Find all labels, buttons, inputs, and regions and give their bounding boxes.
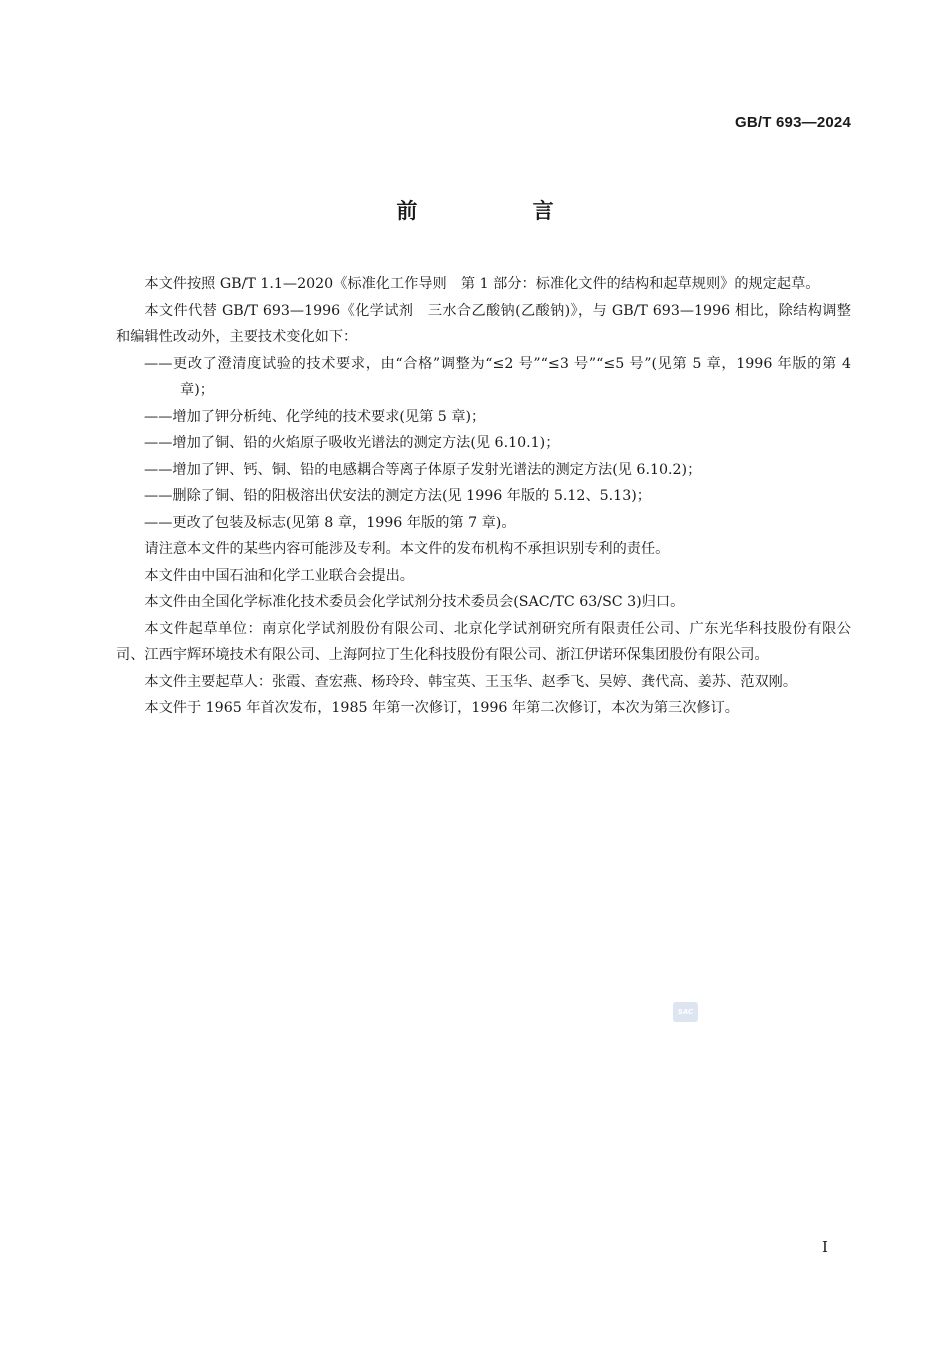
change-item: ——增加了钾、钙、铜、铅的电感耦合等离子体原子发射光谱法的测定方法(见 6.10.2)； (144, 461, 702, 478)
paragraph-drafting-units: 本文件起草单位：南京化学试剂股份有限公司、北京化学试剂研究所有限责任公司、广东光华科技股份有限公司、江西宇辉环境技术有限公司、上海阿拉丁生化科技股份有限公司、浙江伊诺环保集团股份有限公司。 (116, 620, 851, 663)
paragraph-patent-notice: 请注意本文件的某些内容可能涉及专利。本文件的发布机构不承担识别专利的责任。 (144, 541, 670, 557)
change-item: ——删除了铜、铅的阳极溶出伏安法的测定方法(见 1996 年版的 5.12、5.13)； (144, 488, 651, 504)
page-number: I (822, 1238, 828, 1256)
change-item: ——增加了钾分析纯、化学纯的技术要求(见第 5 章)； (144, 408, 486, 425)
paragraph-drafting-rules: 本文件按照 GB/T 1.1—2020《标准化工作导则 第 1 部分：标准化文件的结构和起草规则》的规定起草。 (144, 276, 820, 292)
foreword-body (116, 271, 851, 722)
paragraph-proposer: 本文件由中国石油和化学工业联合会提出。 (144, 567, 414, 584)
sac-watermark-logo: SAC (673, 1002, 698, 1022)
change-item: ——增加了铜、铅的火焰原子吸收光谱法的测定方法(见 6.10.1)； (144, 435, 560, 451)
paragraph-drafters: 本文件主要起草人：张霞、查宏燕、杨玲玲、韩宝英、王玉华、赵季飞、吴婷、龚代高、姜苏、范双刚。 (144, 673, 798, 690)
document-code: GB/T 693—2024 (735, 114, 851, 131)
change-item: ——更改了包装及标志(见第 8 章，1996 年版的第 7 章)。 (144, 514, 516, 531)
paragraph-replacement: 本文件代替 GB/T 693—1996《化学试剂 三水合乙酸钠(乙酸钠)》，与 GB/T 693—1996 相比，除结构调整和编辑性改动外，主要技术变化如下： (116, 302, 851, 345)
section-title: 前 言 (396, 199, 608, 223)
paragraph-history: 本文件于 1965 年首次发布，1985 年第一次修订，1996 年第二次修订，本次为第三次修订。 (144, 700, 739, 716)
change-item: ——更改了澄清度试验的技术要求，由“合格”调整为“≤2 号”“≤3 号”“≤5 号”(见第 5 章，1996 年版的第 4 章)； (144, 355, 851, 398)
paragraph-administrator: 本文件由全国化学标准化技术委员会化学试剂分技术委员会(SAC/TC 63/SC 3)归口。 (144, 594, 685, 610)
